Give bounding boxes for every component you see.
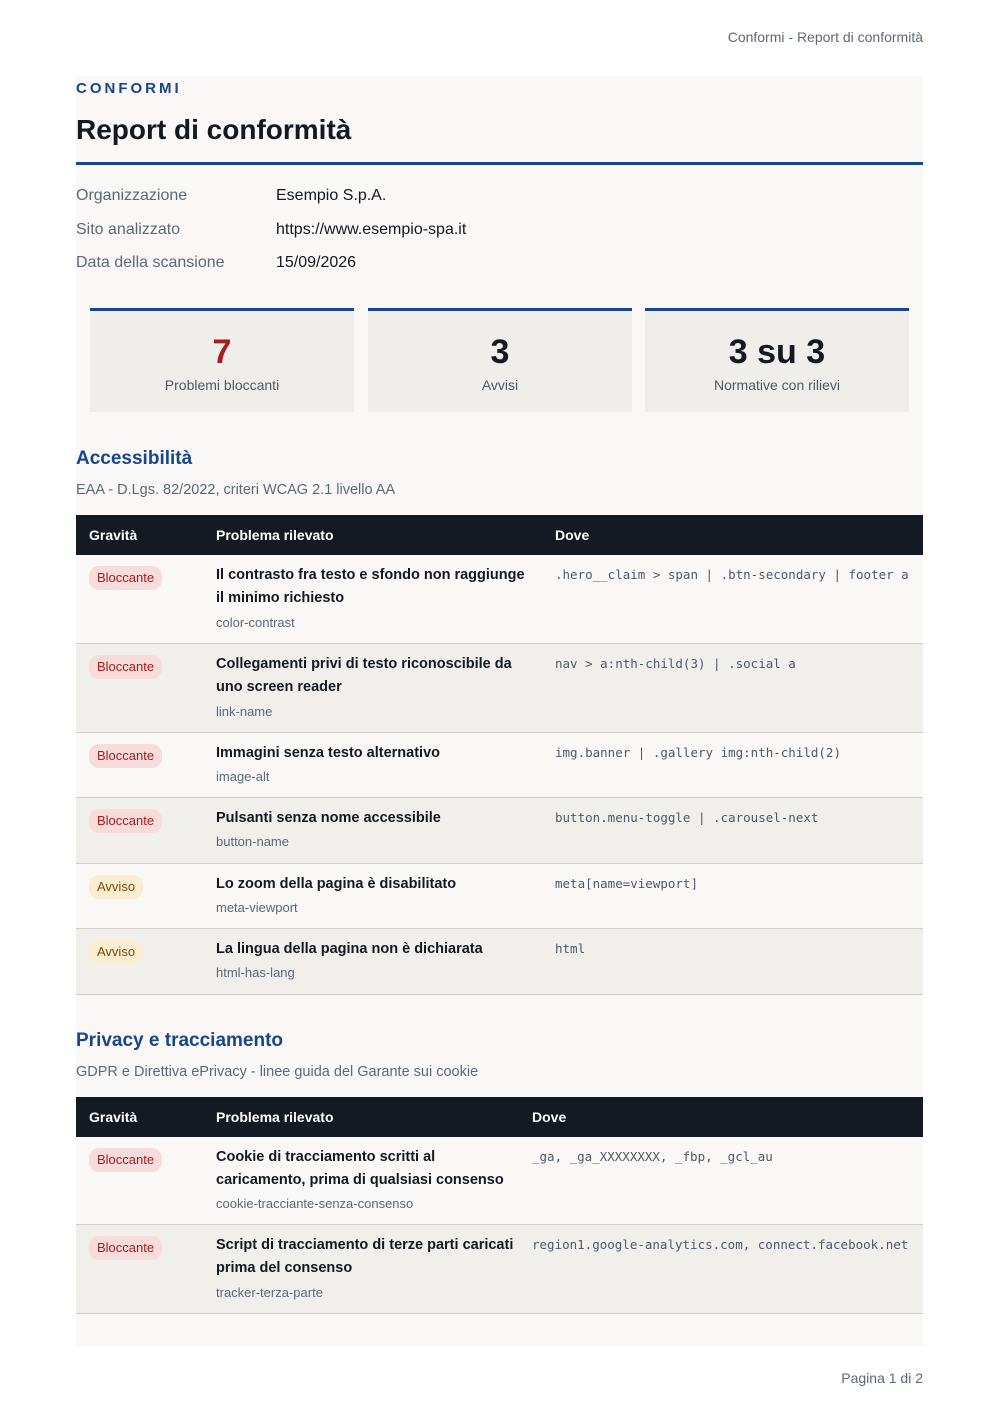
summary-stats [90, 308, 909, 412]
table-row [76, 1137, 923, 1225]
issue-title: Pulsanti senza nome accessibile [216, 810, 441, 826]
severity-badge: Bloccante [89, 1148, 162, 1172]
stat-value: 3 su 3 [728, 333, 826, 371]
table-row [76, 644, 923, 733]
rule-id: button-name [216, 834, 289, 849]
column-header-issue: Problema rilevato [216, 527, 334, 543]
stat-card-blocking [90, 308, 354, 412]
rule-id: color-contrast [216, 615, 295, 630]
stat-label: Normative con rilievi [713, 377, 841, 393]
issue-title: Collegamenti privi di testo riconoscibile da uno screen reader [216, 656, 512, 695]
report-meta [76, 184, 923, 285]
column-header-where: Dove [555, 527, 590, 543]
severity-badge: Avviso [89, 875, 143, 899]
location-selectors: region1.google-analytics.com, connect.facebook.net [532, 1237, 909, 1252]
location-selectors: _ga, _ga_XXXXXXXX, _fbp, _gcl_au [532, 1149, 773, 1164]
table-row [76, 929, 923, 995]
section-subtitle: EAA - D.Lgs. 82/2022, criteri WCAG 2.1 livello AA [76, 482, 396, 498]
issue-title: Lo zoom della pagina è disabilitato [216, 876, 457, 892]
rule-id: meta-viewport [216, 900, 298, 915]
brand-label: CONFORMI [76, 80, 182, 97]
meta-row-organization [76, 184, 923, 218]
column-header-severity: Gravità [89, 527, 138, 543]
meta-value: 15/09/2026 [276, 254, 357, 271]
report-sheet [76, 76, 923, 1346]
table-row [76, 733, 923, 798]
table-header [76, 515, 923, 555]
issue-title: Immagini senza testo alternativo [216, 745, 441, 761]
privacy-table [76, 1097, 923, 1314]
severity-badge: Bloccante [89, 655, 162, 679]
location-selectors: meta[name=viewport] [555, 876, 698, 891]
rule-id: tracker-terza-parte [216, 1285, 323, 1300]
location-selectors: img.banner | .gallery img:nth-child(2) [555, 745, 841, 760]
issue-title: La lingua della pagina non è dichiarata [216, 941, 483, 957]
rule-id: link-name [216, 704, 273, 719]
table-row [76, 798, 923, 864]
column-header-issue: Problema rilevato [216, 1109, 334, 1125]
rule-id: cookie-tracciante-senza-consenso [216, 1196, 414, 1211]
rule-id: image-alt [216, 769, 270, 784]
location-selectors: html [555, 941, 586, 956]
meta-label: Sito analizzato [76, 220, 181, 238]
stat-value: 3 [490, 333, 510, 371]
stat-label: Avvisi [481, 377, 519, 393]
severity-badge: Bloccante [89, 1236, 162, 1260]
meta-label: Organizzazione [76, 187, 188, 204]
rule-id: html-has-lang [216, 965, 295, 980]
location-selectors: .hero__claim > span | .btn-secondary | footer a [555, 567, 909, 582]
meta-row-site [76, 218, 923, 252]
severity-badge: Bloccante [89, 809, 162, 833]
location-selectors: nav > a:nth-child(3) | .social a [555, 656, 796, 671]
table-row [76, 1225, 923, 1314]
title-divider [76, 162, 923, 165]
stat-value: 7 [212, 333, 232, 371]
stat-card-regulations [645, 308, 909, 412]
table-row [76, 555, 923, 644]
location-selectors: button.menu-toggle | .carousel-next [555, 810, 819, 825]
meta-row-scan-date [76, 251, 923, 285]
meta-value: Esempio S.p.A. [276, 187, 387, 204]
table-header [76, 1097, 923, 1137]
section-title-privacy: Privacy e tracciamento [76, 1030, 284, 1051]
severity-badge: Bloccante [89, 566, 162, 590]
stat-card-warnings [368, 308, 632, 412]
severity-badge: Bloccante [89, 744, 162, 768]
section-subtitle: GDPR e Direttiva ePrivacy - linee guida del Garante sui cookie [76, 1064, 479, 1080]
meta-value: https://www.esempio-spa.it [276, 220, 467, 238]
column-header-severity: Gravità [89, 1109, 138, 1125]
accessibility-table [76, 515, 923, 995]
issue-title: Script di tracciamento di terze parti caricati prima del consenso [216, 1237, 514, 1276]
issue-title: Il contrasto fra testo e sfondo non raggiunge il minimo richiesto [216, 567, 525, 606]
section-title-accessibility: Accessibilità [76, 448, 193, 469]
running-header: Conformi - Report di conformità [727, 29, 923, 45]
page-title: Report di conformità [76, 114, 352, 145]
column-header-where: Dove [532, 1109, 567, 1125]
stat-label: Problemi bloccanti [164, 377, 280, 393]
page-number: Pagina 1 di 2 [841, 1370, 923, 1386]
issue-title: Cookie di tracciamento scritti al caricamento, prima di qualsiasi consenso [216, 1149, 504, 1188]
meta-label: Data della scansione [76, 254, 225, 271]
severity-badge: Avviso [89, 940, 143, 964]
table-row [76, 864, 923, 929]
